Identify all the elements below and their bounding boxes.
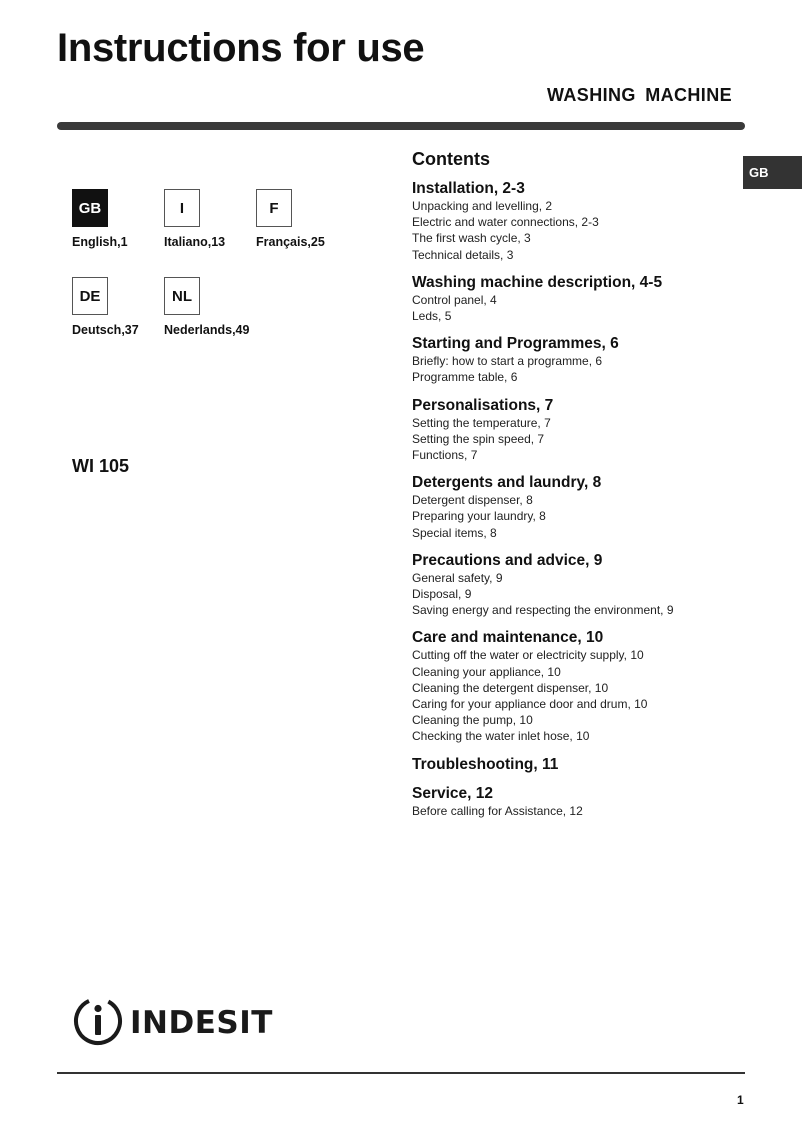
language-caption-italiano: Italiano,13 (164, 235, 226, 249)
toc-entry[interactable]: Leds, 5 (412, 309, 452, 324)
language-box-gb[interactable]: GB (72, 189, 108, 227)
toc-entry[interactable]: Cutting off the water or electricity supply, 10 (412, 648, 644, 663)
toc-entry[interactable]: Checking the water inlet hose, 10 (412, 729, 590, 744)
toc-entry[interactable]: Caring for your appliance door and drum, 10 (412, 697, 648, 712)
indesit-power-icon (72, 995, 124, 1052)
language-caption-francais: Français,25 (256, 235, 325, 249)
page-number: 1 (737, 1093, 744, 1107)
toc-section-installation (412, 179, 742, 263)
toc-section-detergents (412, 473, 742, 541)
toc-section-title[interactable]: Precautions and advice, 9 (412, 551, 603, 569)
indesit-wordmark: INDESIT (130, 1005, 273, 1041)
toc-section-title[interactable]: Detergents and laundry, 8 (412, 474, 602, 492)
toc-entry[interactable]: Cleaning the pump, 10 (412, 713, 533, 728)
toc-entry[interactable]: Setting the temperature, 7 (412, 415, 551, 430)
toc-section-troubleshooting (412, 755, 742, 774)
toc-section-title[interactable]: Personalisations, 7 (412, 396, 554, 414)
toc-section-title[interactable]: Troubleshooting, 11 (412, 755, 559, 773)
toc-section-precautions (412, 551, 742, 619)
toc-section-description (412, 273, 742, 324)
footer-divider (57, 1072, 745, 1074)
language-box-de[interactable]: DE (72, 277, 108, 315)
toc-section-care (412, 628, 742, 744)
toc-section-personalisations (412, 396, 742, 464)
toc-entry[interactable]: Preparing your laundry, 8 (412, 509, 546, 524)
toc-entry[interactable]: Special items, 8 (412, 525, 497, 540)
toc-entry[interactable]: Disposal, 9 (412, 587, 472, 602)
toc-section-title[interactable]: Care and maintenance, 10 (412, 629, 604, 647)
toc-section-title[interactable]: Washing machine description, 4-5 (412, 273, 663, 291)
toc-entry[interactable]: General safety, 9 (412, 570, 503, 585)
language-caption-english: English,1 (72, 235, 128, 249)
contents-heading: Contents (412, 149, 490, 169)
indesit-logo (72, 997, 273, 1049)
toc-entry[interactable]: The first wash cycle, 3 (412, 231, 531, 246)
toc-entry[interactable]: Electric and water connections, 2-3 (412, 215, 599, 230)
language-box-i[interactable]: I (164, 189, 200, 227)
toc-section-title[interactable]: Starting and Programmes, 6 (412, 335, 619, 353)
toc-entry[interactable]: Functions, 7 (412, 448, 478, 463)
language-caption-deutsch: Deutsch,37 (72, 323, 139, 337)
toc-entry[interactable]: Technical details, 3 (412, 247, 514, 262)
page-title: Instructions for use (57, 26, 425, 70)
toc-entry[interactable]: Briefly: how to start a programme, 6 (412, 354, 603, 369)
language-caption-nederlands: Nederlands,49 (164, 323, 250, 337)
toc-entry[interactable]: Control panel, 4 (412, 292, 497, 307)
toc-entry[interactable]: Detergent dispenser, 8 (412, 493, 533, 508)
toc-entry[interactable]: Before calling for Assistance, 12 (412, 803, 583, 818)
language-box-f[interactable]: F (256, 189, 292, 227)
language-box-nl[interactable]: NL (164, 277, 200, 315)
toc-entry[interactable]: Saving energy and respecting the environment, 9 (412, 603, 674, 618)
toc-entry[interactable]: Setting the spin speed, 7 (412, 431, 545, 446)
header-divider (57, 122, 745, 130)
toc-entry[interactable]: Cleaning the detergent dispenser, 10 (412, 680, 609, 695)
document-subtitle: WASHING MACHINE (547, 85, 732, 105)
model-number: WI 105 (72, 456, 130, 476)
toc-entry[interactable]: Unpacking and levelling, 2 (412, 199, 553, 213)
toc-section-starting (412, 334, 742, 385)
language-side-tab: GB (743, 156, 802, 189)
table-of-contents (412, 148, 742, 829)
toc-section-title[interactable]: Service, 12 (412, 784, 494, 802)
toc-section-service (412, 784, 742, 819)
toc-entry[interactable]: Cleaning your appliance, 10 (412, 664, 561, 679)
toc-section-title[interactable]: Installation, 2-3 (412, 180, 525, 197)
toc-entry[interactable]: Programme table, 6 (412, 370, 518, 385)
